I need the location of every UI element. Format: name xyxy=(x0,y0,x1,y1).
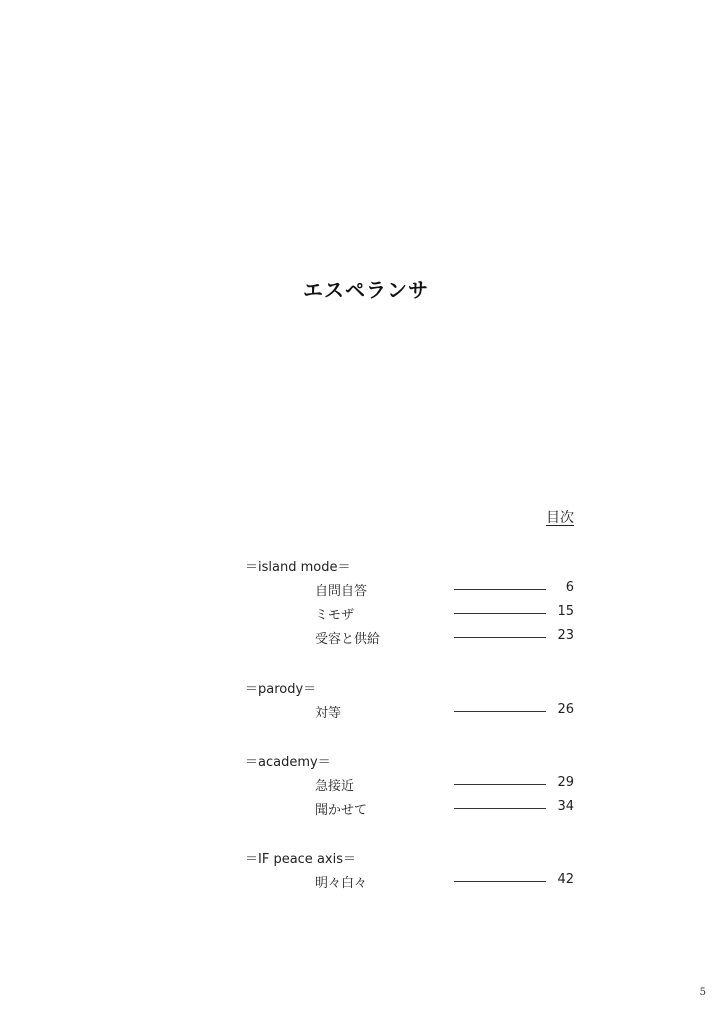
section-label: ＝IF peace axis＝ xyxy=(245,852,356,867)
section-label: ＝island mode＝ xyxy=(245,560,351,575)
entry-title: 聞かせて xyxy=(315,803,368,818)
toc-entry[interactable] xyxy=(245,604,585,624)
entry-title: 対等 xyxy=(315,706,342,721)
entry-page-number: 6 xyxy=(565,580,574,595)
leader-line xyxy=(454,784,546,785)
entry-title: 自問自答 xyxy=(315,584,368,599)
section-label: ＝parody＝ xyxy=(245,682,317,697)
toc-entry[interactable] xyxy=(245,799,585,819)
entry-title: 急接近 xyxy=(315,779,355,794)
toc-entry[interactable] xyxy=(245,872,585,892)
entry-page-number: 23 xyxy=(557,628,574,643)
toc-entry[interactable] xyxy=(245,775,585,795)
toc-entry[interactable] xyxy=(245,628,585,648)
leader-line xyxy=(454,711,546,712)
leader-line xyxy=(454,881,546,882)
entry-page-number: 29 xyxy=(557,775,574,790)
entry-page-number: 34 xyxy=(557,799,574,814)
entry-page-number: 42 xyxy=(557,872,574,887)
entry-page-number: 26 xyxy=(557,702,574,717)
book-title: エスペランサ xyxy=(303,278,429,302)
entry-title: 明々白々 xyxy=(315,876,368,891)
entry-title: 受容と供給 xyxy=(315,632,381,647)
toc-entry[interactable] xyxy=(245,702,585,722)
leader-line xyxy=(454,808,546,809)
entry-page-number: 15 xyxy=(557,604,574,619)
leader-line xyxy=(454,637,546,638)
entry-title: ミモザ xyxy=(315,608,355,623)
toc-heading: 目次 xyxy=(546,510,574,526)
leader-line xyxy=(454,613,546,614)
leader-line xyxy=(454,589,546,590)
page-number: 5 xyxy=(699,987,706,998)
toc-entry[interactable] xyxy=(245,580,585,600)
section-label: ＝academy＝ xyxy=(245,755,331,770)
